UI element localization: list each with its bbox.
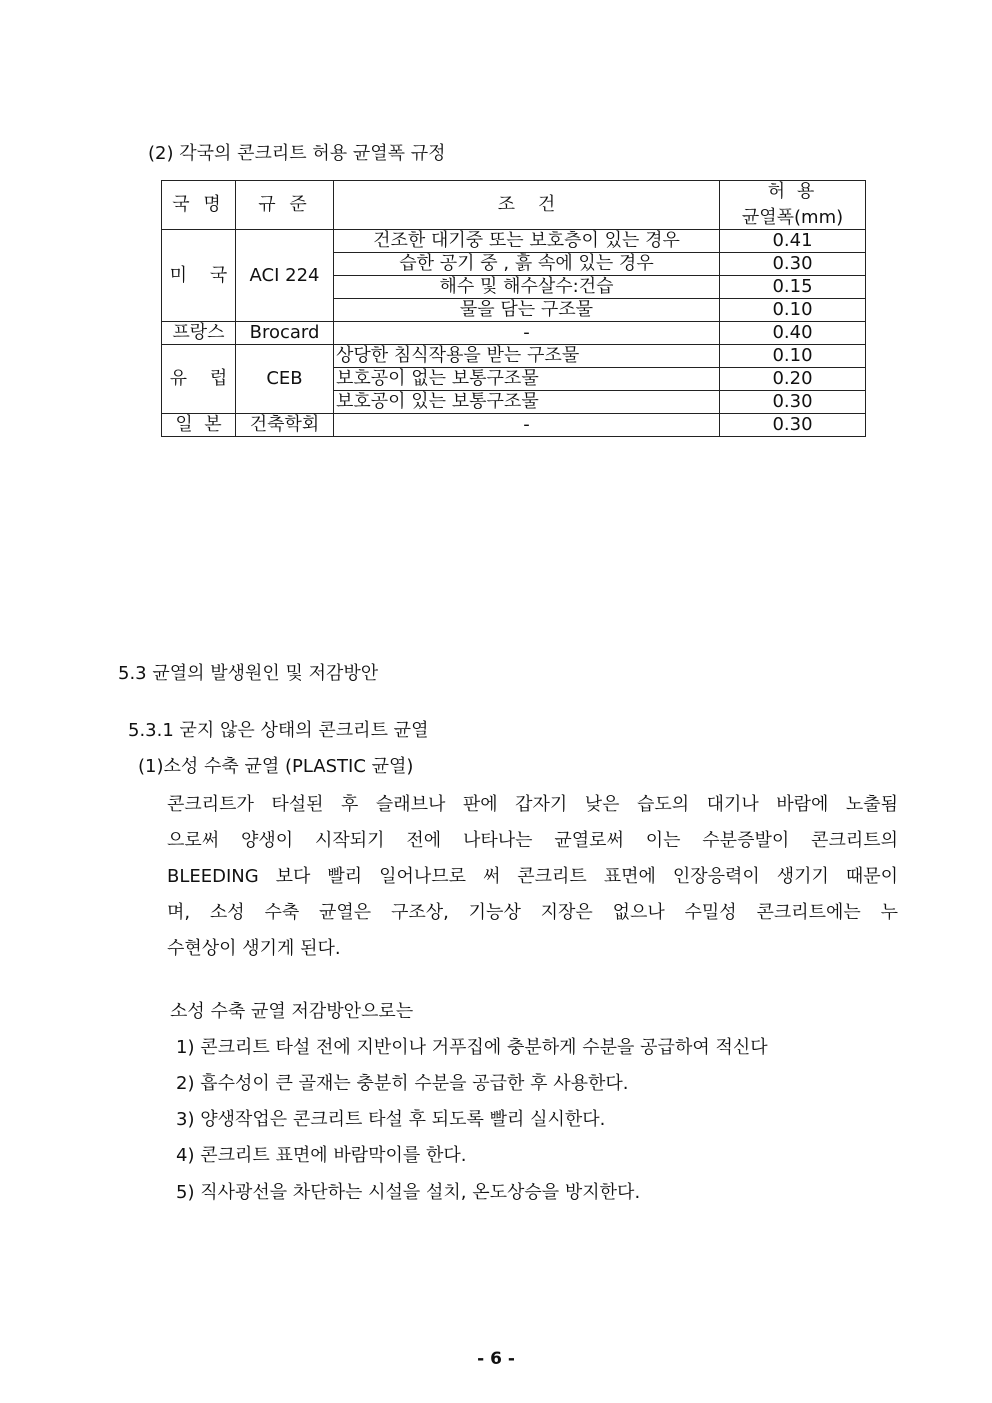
header-allowable-line1: 허 용 xyxy=(767,181,818,202)
section-heading-5-3-1: 5.3.1 굳지 않은 상태의 콘크리트 균열 xyxy=(128,720,429,741)
condition-cell: 물을 담는 구조물 xyxy=(334,299,720,322)
code-cell: Brocard xyxy=(236,322,334,345)
value-cell: 0.30 xyxy=(720,391,866,414)
header-allowable-width xyxy=(720,181,866,230)
condition-cell: - xyxy=(334,414,720,437)
measure-item: 1) 콘크리트 타설 전에 지반이나 거푸집에 충분하게 수분을 공급하여 적신다 xyxy=(176,1037,768,1058)
condition-cell: - xyxy=(334,322,720,345)
subsection-heading-plastic-shrinkage: (1)소성 수축 균열 (PLASTIC 균열) xyxy=(138,756,414,777)
country-cell: 유 럽 xyxy=(162,345,236,414)
value-cell: 0.30 xyxy=(720,253,866,276)
header-country: 국 명 xyxy=(162,181,236,230)
paragraph-line: 으로써 양생이 시작되기 전에 나타나는 균열로써 이는 수분증발이 콘크리트의 xyxy=(167,830,898,851)
value-cell: 0.20 xyxy=(720,368,866,391)
value-cell: 0.10 xyxy=(720,345,866,368)
value-cell: 0.15 xyxy=(720,276,866,299)
page-number: - 6 - xyxy=(477,1349,515,1369)
table-header-row xyxy=(162,181,866,230)
paragraph-line: 콘크리트가 타설된 후 슬래브나 판에 갑자기 낮은 습도의 대기나 바람에 노출됨 xyxy=(167,794,898,815)
value-cell: 0.30 xyxy=(720,414,866,437)
paragraph-line: BLEEDING 보다 빨리 일어나므로 써 콘크리트 표면에 인장응력이 생기기 때문이 xyxy=(167,866,898,887)
code-cell: ACI 224 xyxy=(236,230,334,322)
measure-item: 2) 흡수성이 큰 골재는 충분히 수분을 공급한 후 사용한다. xyxy=(176,1073,629,1094)
value-cell: 0.41 xyxy=(720,230,866,253)
header-code: 규 준 xyxy=(236,181,334,230)
condition-cell: 건조한 대기중 또는 보호층이 있는 경우 xyxy=(334,230,720,253)
table-row xyxy=(162,345,866,368)
table-row xyxy=(162,414,866,437)
crack-width-table xyxy=(161,180,866,437)
code-cell: CEB xyxy=(236,345,334,414)
body-paragraph xyxy=(167,787,898,967)
paragraph-line: 수현상이 생기게 된다. xyxy=(167,938,341,959)
table-row xyxy=(162,230,866,253)
condition-cell: 보호공이 있는 보통구조물 xyxy=(334,391,720,414)
section-heading-5-3: 5.3 균열의 발생원인 및 저감방안 xyxy=(118,663,379,684)
code-cell: 건축학회 xyxy=(236,414,334,437)
value-cell: 0.40 xyxy=(720,322,866,345)
table-row xyxy=(162,322,866,345)
condition-cell: 보호공이 없는 보통구조물 xyxy=(334,368,720,391)
header-condition: 조 건 xyxy=(334,181,720,230)
value-cell: 0.10 xyxy=(720,299,866,322)
measure-item: 5) 직사광선을 차단하는 시설을 설치, 온도상승을 방지한다. xyxy=(176,1182,641,1203)
country-cell: 일 본 xyxy=(162,414,236,437)
measure-item: 3) 양생작업은 콘크리트 타설 후 되도록 빨리 실시한다. xyxy=(176,1109,606,1130)
country-cell: 프랑스 xyxy=(162,322,236,345)
condition-cell: 해수 및 해수살수:건습 xyxy=(334,276,720,299)
measure-item: 4) 콘크리트 표면에 바람막이를 한다. xyxy=(176,1145,467,1166)
paragraph-line: 며, 소성 수축 균열은 구조상, 기능상 지장은 없으나 수밀성 콘크리트에는 누 xyxy=(167,902,898,923)
measures-title: 소성 수축 균열 저감방안으로는 xyxy=(170,1001,414,1022)
country-cell: 미 국 xyxy=(162,230,236,322)
condition-cell: 습한 공기 중 , 흙 속에 있는 경우 xyxy=(334,253,720,276)
header-allowable-line2: 균열폭(mm) xyxy=(741,207,844,228)
condition-cell: 상당한 침식작용을 받는 구조물 xyxy=(334,345,720,368)
table-title: (2) 각국의 콘크리트 허용 균열폭 규정 xyxy=(148,143,446,164)
